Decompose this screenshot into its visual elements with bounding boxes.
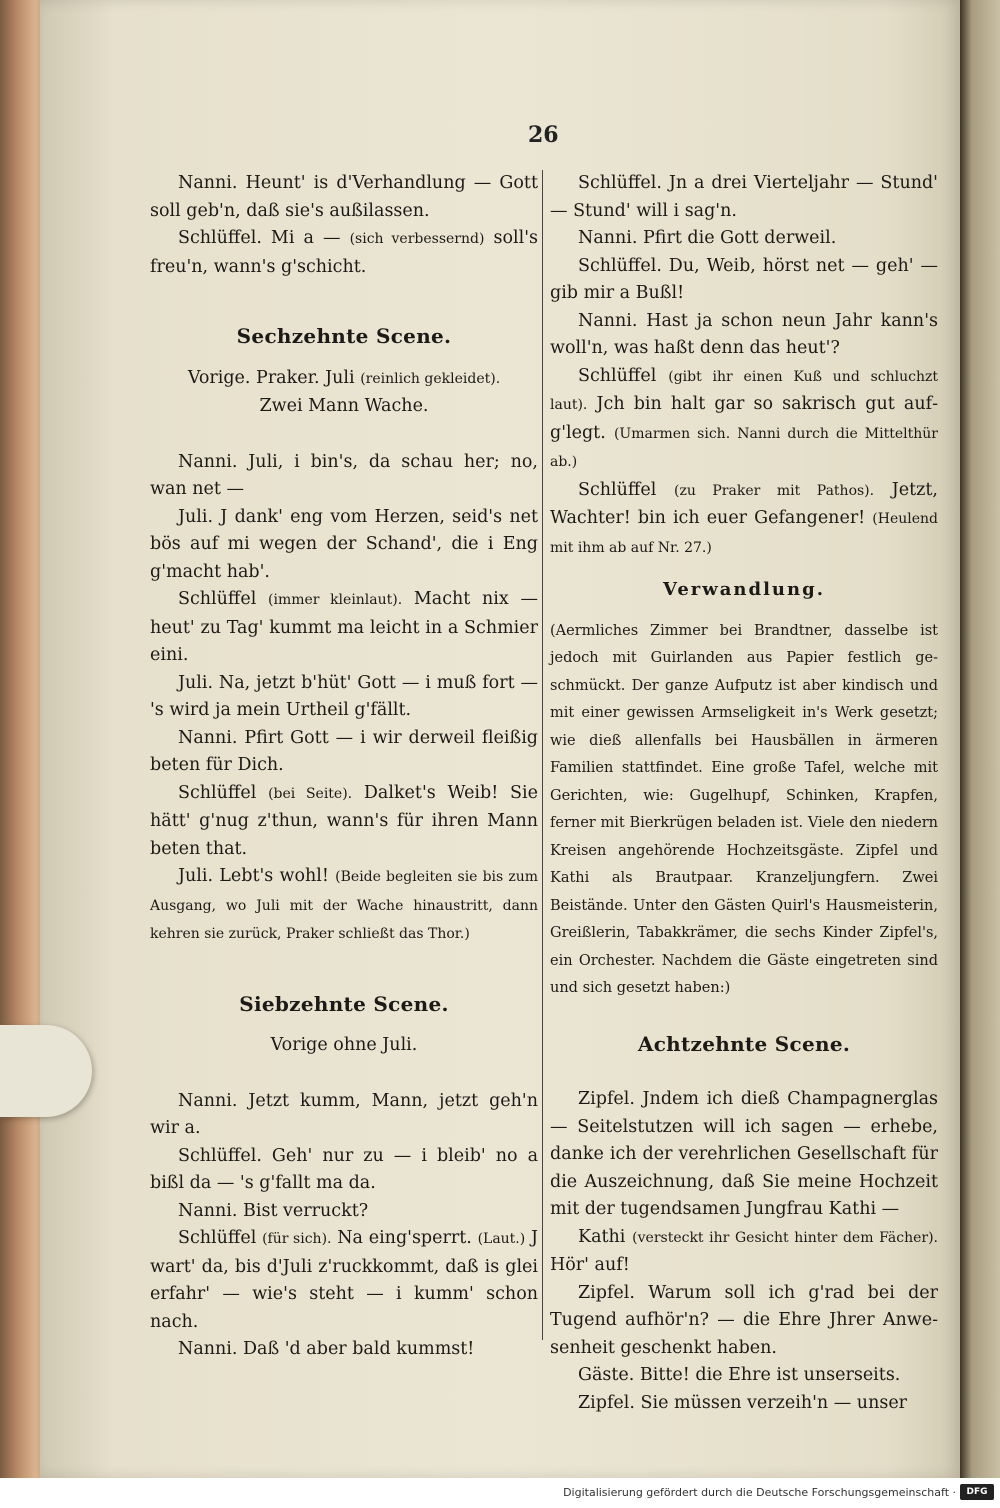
column-divider — [542, 170, 543, 1340]
footer-bar — [0, 1478, 1000, 1508]
cast-names: Zwei Mann Wache. — [259, 396, 429, 416]
dialogue-line: Nanni. Daß 'd aber bald kummst! — [178, 1339, 475, 1359]
speech: Schlüffel. Mi a — — [178, 228, 350, 248]
speech: Hör' auf! — [550, 1255, 630, 1275]
scene-heading: Achtzehnte Scene. — [637, 1031, 851, 1056]
stage-direction: (sich verbessernd) — [349, 231, 485, 247]
scene-change-heading: Verwandlung. — [663, 579, 825, 600]
spacer — [150, 949, 538, 991]
dialogue-line — [550, 477, 938, 563]
right-column — [550, 170, 938, 1417]
speaker: Schlüffel — [178, 589, 269, 609]
dialogue-line: Schlüffel. Geh' nur zu — i bleib' no a bißl da — 's g'fallt ma da. — [150, 1145, 538, 1193]
cast-list: Vorige ohne Juli. — [270, 1035, 418, 1055]
stage-direction: (Umarmen sich. Nanni durch die Mittelthür ab.) — [550, 425, 938, 470]
speech: J wart' da, bis d'Juli z'ruckkommt, daß is glei erfahr' — wie's steht — i kumm' schon nach. — [150, 1228, 538, 1332]
spacer — [150, 1060, 538, 1088]
dialogue-line: Schlüffel. Jn a drei Vierteljahr — Stund' — Stund' will i sag'n. — [550, 173, 938, 221]
left-column — [150, 170, 538, 1364]
dialogue-line: Nanni. Pfirt Gott — i wir derweil fleißig beten für Dich. — [150, 727, 538, 775]
stage-direction: (reinlich gekleidet). — [360, 370, 501, 387]
dialogue-line: Zipfel. Warum soll ich g'rad bei der Tugend aufhör'n? — die Ehre Jhrer Anwesenheit geschenkt haben. — [550, 1282, 938, 1358]
dialogue-line — [150, 586, 538, 670]
spacer — [150, 281, 538, 323]
stage-direction: (immer kleinlaut). — [268, 592, 403, 608]
stage-direction: (Heulend mit ihm ab auf Nr. 27.) — [550, 511, 938, 556]
spacer — [550, 604, 938, 618]
speech: Jetzt, Wachter! bin ich euer Gefangener! — [550, 479, 938, 528]
stage-description: (Aermliches Zimmer bei Brandtner, dasselbe ist jedoch mit Guirlanden aus Papier festlich geschmückt. Der ganze Aufputz ist aber kindisch und mit einer gewissen Armseligkeit in's Werk gesetzt; wie dieß allenfalls bei Hausbällen in ärmeren Familien stattfindet. Eine große Tafel, welche mit Gerichten, wie: Gugelhupf, Schinken, Krapfen, ferner mit Bierkrügen beladen ist. Viele den niedern Kreisen angehörende Hochzeitsgäste. Zipfel und Kathi als Brautpaar. Kranzeljungfern. Zwei Beiständе. Unter den Gästen Quirl's Hausmeisterin, Greißlerin, Tabakkrämer, die sechs Kinder Zipfel's, ein Orchester. Nachdem die Gäste eingetreten sind und sich gesetzt haben:) — [550, 622, 938, 996]
dialogue-line: Nanni. Bist verruckt? — [178, 1200, 369, 1221]
dialogue-line: Juli. Na, jetzt b'hüt' Gott — i muß fort — 's wird ja mein Urtheil g'fällt. — [150, 672, 538, 720]
dialogue-line — [150, 780, 538, 864]
scene-heading: Sechzehnte Scene. — [236, 324, 452, 348]
cast-list — [150, 365, 538, 421]
dialogue-line — [150, 225, 538, 281]
stage-direction: (versteckt ihr Gesicht hinter dem Fächer). — [632, 1229, 938, 1246]
stage-direction: (Laut.) — [477, 1231, 526, 1247]
dialogue-line: Gäste. Bitte! die Ehre ist unserseits. — [578, 1365, 901, 1385]
speech: Juli. Lebt's wohl! — [178, 866, 336, 886]
dialogue-line — [550, 363, 938, 477]
speaker: Schlüffel — [578, 365, 669, 386]
speech: soll's freu'n, wann's g'schicht. — [150, 228, 538, 277]
stage-direction: (gibt ihr einen Kuß und schluchzt laut). — [550, 368, 938, 413]
speaker: Schlüffel — [578, 479, 674, 500]
speech: Na eing'sperrt. — [331, 1228, 478, 1248]
dialogue-line: Nanni. Juli, i bin's, da schau her; no, wan net — — [150, 451, 538, 499]
speech: Macht nix — heut' zu Tag' kummt ma leicht in a Schmier eini. — [150, 589, 538, 665]
spacer — [150, 1018, 538, 1032]
spacer — [550, 1003, 938, 1031]
stage-direction: (bei Seite). — [268, 785, 353, 802]
speaker: Schlüffel — [178, 782, 269, 803]
dialogue-line: Nanni. Heunt' is d'Verhandlung — Gott soll geb'n, daß sie's außilassen. — [150, 173, 538, 221]
dialogue-line: Juli. J dank' eng vom Herzen, seid's net bös auf mi wegen der Schand', die i Eng g'macht hab'. — [150, 506, 538, 582]
next-page-edge — [960, 0, 1000, 1478]
stage-direction: (für sich). — [262, 1231, 332, 1247]
dialogue-line: Zipfel. Jndem ich dieß Champagnerglas — Seitelstutzen will ich sagen — erhebe, danke ich der verehrlichen Gesellschaft für die Auszeichnung, daß Sie meine Hochzeit mit der tugendsamen Jungfrau Kathi — — [550, 1089, 938, 1219]
dialogue-line: Schlüffel. Du, Weib, hörst net — geh' — gib mir a Bußl! — [550, 255, 938, 303]
book-edge — [0, 0, 44, 1478]
page-tab-marker — [0, 1025, 92, 1117]
dialogue-line: Nanni. Jetzt kumm, Mann, jetzt geh'n wir a. — [150, 1090, 538, 1138]
scene-heading: Siebzehnte Scene. — [239, 991, 449, 1016]
spacer — [150, 421, 538, 449]
dialogue-line — [150, 863, 538, 949]
speaker: Schlüffel — [178, 1228, 263, 1248]
dialogue-line: Zipfel. Sie müssen verzeih'n — unser — [578, 1392, 908, 1413]
spacer — [550, 562, 938, 576]
footer-credit: Digitalisierung gefördert durch die Deutsche Forschungsgemeinschaft · — [563, 1486, 956, 1499]
page-number: 26 — [528, 122, 559, 148]
speech: Dalket's Weib! Sie hätt' g'nug z'thun, wann's für ihren Mann beten that. — [150, 782, 538, 859]
dialogue-line — [150, 1225, 538, 1336]
cast-names: Vorige. Praker. Juli — [187, 367, 361, 388]
dialogue-line: Nanni. Pfirt die Gott derweil. — [578, 228, 837, 248]
speaker: Kathi — [578, 1226, 633, 1247]
spacer — [150, 351, 538, 365]
spacer — [550, 1058, 938, 1086]
dfg-logo-icon: DFG — [960, 1484, 994, 1500]
speech: Jch bin halt gar so sakrisch gut aufg'legt. — [550, 394, 938, 443]
dialogue-line: Nanni. Hast ja schon neun Jahr kann's woll'n, was haßt denn das heut'? — [550, 310, 938, 358]
stage-direction: (Beide begleiten sie bis zum Ausgang, wo Juli mit der Wache hinaustritt, dann kehren sie zurück, Praker schließt das Thor.) — [150, 869, 538, 942]
dialogue-line — [550, 1224, 938, 1280]
stage-direction: (zu Praker mit Pathos). — [673, 482, 875, 499]
